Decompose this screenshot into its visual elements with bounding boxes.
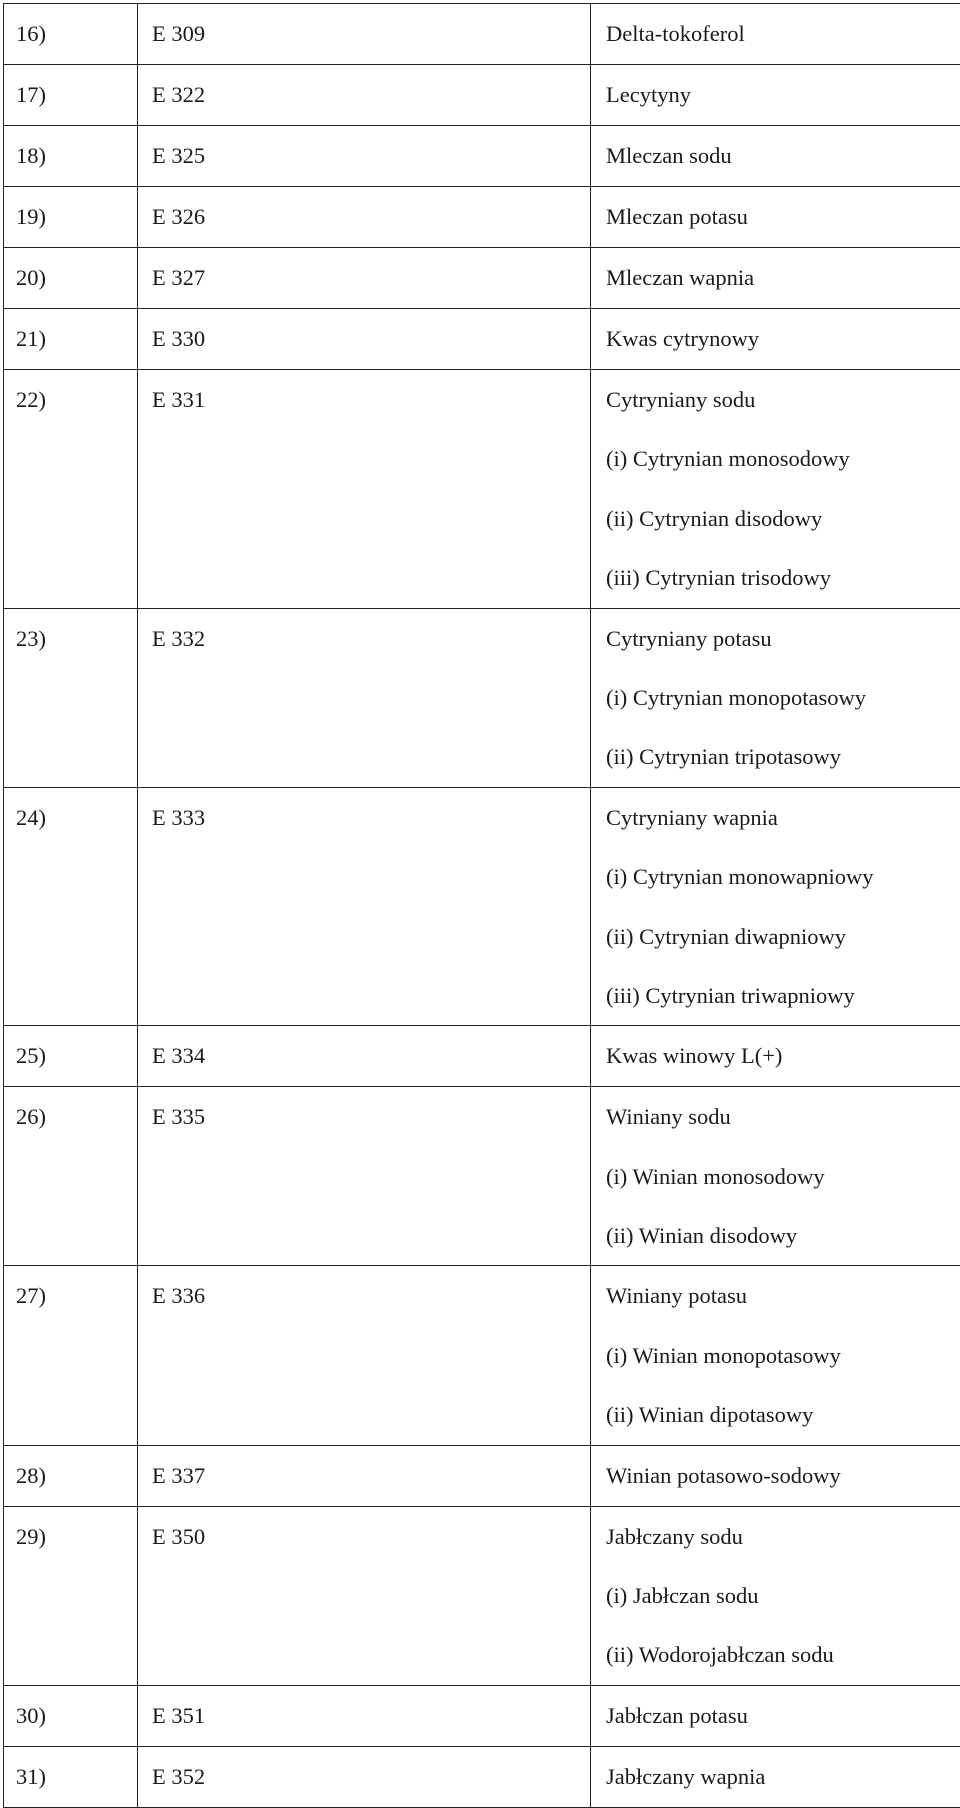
row-number: 30) bbox=[4, 1686, 137, 1746]
additive-name-cell bbox=[591, 1685, 960, 1746]
e-code: E 309 bbox=[138, 4, 590, 64]
table-row bbox=[4, 4, 960, 65]
additive-subtype: (ii) Cytrynian tripotasowy bbox=[591, 727, 960, 786]
e-code-cell bbox=[138, 309, 591, 370]
additive-name-cell bbox=[591, 4, 960, 65]
e-code-cell bbox=[138, 370, 591, 609]
additive-name: Mleczan potasu bbox=[591, 187, 960, 246]
row-number-cell bbox=[4, 1087, 138, 1266]
additive-name-cell bbox=[591, 1026, 960, 1087]
additive-name: Delta-tokoferol bbox=[591, 4, 960, 63]
e-code: E 351 bbox=[138, 1686, 590, 1746]
e-code: E 337 bbox=[138, 1446, 590, 1506]
additive-name: Jabłczany wapnia bbox=[591, 1747, 960, 1806]
additive-name: Cytryniany potasu bbox=[591, 609, 960, 668]
additive-subtype: (ii) Winian dipotasowy bbox=[591, 1385, 960, 1444]
row-number-cell bbox=[4, 248, 138, 309]
table-row bbox=[4, 126, 960, 187]
row-number-cell bbox=[4, 1685, 138, 1746]
additive-name-cell bbox=[591, 370, 960, 609]
additive-subtype: (iii) Cytrynian triwapniowy bbox=[591, 966, 960, 1025]
additive-name-cell bbox=[591, 187, 960, 248]
row-number: 24) bbox=[4, 788, 137, 848]
e-code-cell bbox=[138, 787, 591, 1026]
additive-name: Jabłczan potasu bbox=[591, 1686, 960, 1745]
additive-subtype: (i) Winian monosodowy bbox=[591, 1147, 960, 1206]
table-row bbox=[4, 787, 960, 1026]
table-row bbox=[4, 1685, 960, 1746]
row-number: 29) bbox=[4, 1507, 137, 1567]
additive-name-cell bbox=[591, 1266, 960, 1445]
e-code-cell bbox=[138, 1506, 591, 1685]
e-code-cell bbox=[138, 1087, 591, 1266]
row-number: 17) bbox=[4, 65, 137, 125]
row-number: 16) bbox=[4, 4, 137, 64]
row-number-cell bbox=[4, 1445, 138, 1506]
additive-name: Winiany sodu bbox=[591, 1087, 960, 1146]
table-row bbox=[4, 65, 960, 126]
row-number-cell bbox=[4, 1506, 138, 1685]
e-code-cell bbox=[138, 1746, 591, 1807]
additive-name: Cytryniany wapnia bbox=[591, 788, 960, 847]
additive-subtype: (i) Jabłczan sodu bbox=[591, 1566, 960, 1625]
additive-name: Lecytyny bbox=[591, 65, 960, 124]
row-number-cell bbox=[4, 1746, 138, 1807]
row-number: 20) bbox=[4, 248, 137, 308]
additive-name-cell bbox=[591, 1506, 960, 1685]
row-number-cell bbox=[4, 65, 138, 126]
e-code-cell bbox=[138, 126, 591, 187]
additive-name-cell bbox=[591, 608, 960, 787]
table-row bbox=[4, 1746, 960, 1807]
additive-subtype: (ii) Winian disodowy bbox=[591, 1206, 960, 1265]
e-code: E 335 bbox=[138, 1087, 590, 1147]
table-row bbox=[4, 1087, 960, 1266]
e-code-cell bbox=[138, 1266, 591, 1445]
additive-name-cell bbox=[591, 1445, 960, 1506]
e-code: E 334 bbox=[138, 1026, 590, 1086]
row-number-cell bbox=[4, 126, 138, 187]
row-number: 23) bbox=[4, 609, 137, 669]
table-row bbox=[4, 248, 960, 309]
additive-subtype: (iii) Cytrynian trisodowy bbox=[591, 548, 960, 607]
e-code: E 326 bbox=[138, 187, 590, 247]
additive-name-cell bbox=[591, 1746, 960, 1807]
e-code-cell bbox=[138, 608, 591, 787]
e-code: E 322 bbox=[138, 65, 590, 125]
additive-subtype: (i) Winian monopotasowy bbox=[591, 1326, 960, 1385]
row-number-cell bbox=[4, 1266, 138, 1445]
row-number-cell bbox=[4, 787, 138, 1026]
e-code-cell bbox=[138, 248, 591, 309]
e-code: E 325 bbox=[138, 126, 590, 186]
row-number: 26) bbox=[4, 1087, 137, 1147]
e-code-cell bbox=[138, 1026, 591, 1087]
e-code: E 331 bbox=[138, 370, 590, 430]
row-number-cell bbox=[4, 309, 138, 370]
additive-name: Jabłczany sodu bbox=[591, 1507, 960, 1566]
additives-table bbox=[3, 3, 960, 1808]
additive-name-cell bbox=[591, 126, 960, 187]
table-row bbox=[4, 309, 960, 370]
additive-name: Kwas winowy L(+) bbox=[591, 1026, 960, 1085]
e-code-cell bbox=[138, 1685, 591, 1746]
e-code: E 330 bbox=[138, 309, 590, 369]
table-row bbox=[4, 1026, 960, 1087]
row-number-cell bbox=[4, 4, 138, 65]
additive-name-cell bbox=[591, 309, 960, 370]
row-number: 18) bbox=[4, 126, 137, 186]
row-number: 28) bbox=[4, 1446, 137, 1506]
table-row bbox=[4, 1445, 960, 1506]
additive-subtype: (i) Cytrynian monopotasowy bbox=[591, 668, 960, 727]
e-code-cell bbox=[138, 65, 591, 126]
additive-name: Winiany potasu bbox=[591, 1266, 960, 1325]
row-number: 27) bbox=[4, 1266, 137, 1326]
e-code-cell bbox=[138, 1445, 591, 1506]
additive-subtype: (i) Cytrynian monosodowy bbox=[591, 429, 960, 488]
additive-name-cell bbox=[591, 1087, 960, 1266]
additive-subtype: (i) Cytrynian monowapniowy bbox=[591, 847, 960, 906]
row-number-cell bbox=[4, 1026, 138, 1087]
additive-name: Mleczan sodu bbox=[591, 126, 960, 185]
additive-name: Cytryniany sodu bbox=[591, 370, 960, 429]
table-row bbox=[4, 187, 960, 248]
e-code: E 336 bbox=[138, 1266, 590, 1326]
e-code-cell bbox=[138, 4, 591, 65]
row-number: 31) bbox=[4, 1747, 137, 1807]
additive-name: Kwas cytrynowy bbox=[591, 309, 960, 368]
row-number: 21) bbox=[4, 309, 137, 369]
additives-table-body bbox=[4, 4, 960, 1808]
table-row bbox=[4, 370, 960, 609]
e-code: E 327 bbox=[138, 248, 590, 308]
additive-name-cell bbox=[591, 65, 960, 126]
e-code: E 352 bbox=[138, 1747, 590, 1807]
table-row bbox=[4, 1506, 960, 1685]
e-code: E 333 bbox=[138, 788, 590, 848]
row-number: 19) bbox=[4, 187, 137, 247]
table-row bbox=[4, 1266, 960, 1445]
row-number: 25) bbox=[4, 1026, 137, 1086]
e-code: E 332 bbox=[138, 609, 590, 669]
table-row bbox=[4, 608, 960, 787]
row-number-cell bbox=[4, 370, 138, 609]
additive-name: Mleczan wapnia bbox=[591, 248, 960, 307]
row-number: 22) bbox=[4, 370, 137, 430]
e-code-cell bbox=[138, 187, 591, 248]
additive-name: Winian potasowo-sodowy bbox=[591, 1446, 960, 1505]
additive-subtype: (ii) Cytrynian diwapniowy bbox=[591, 907, 960, 966]
additive-subtype: (ii) Wodorojabłczan sodu bbox=[591, 1625, 960, 1684]
additive-name-cell bbox=[591, 787, 960, 1026]
additive-name-cell bbox=[591, 248, 960, 309]
row-number-cell bbox=[4, 608, 138, 787]
row-number-cell bbox=[4, 187, 138, 248]
additive-subtype: (ii) Cytrynian disodowy bbox=[591, 489, 960, 548]
e-code: E 350 bbox=[138, 1507, 590, 1567]
